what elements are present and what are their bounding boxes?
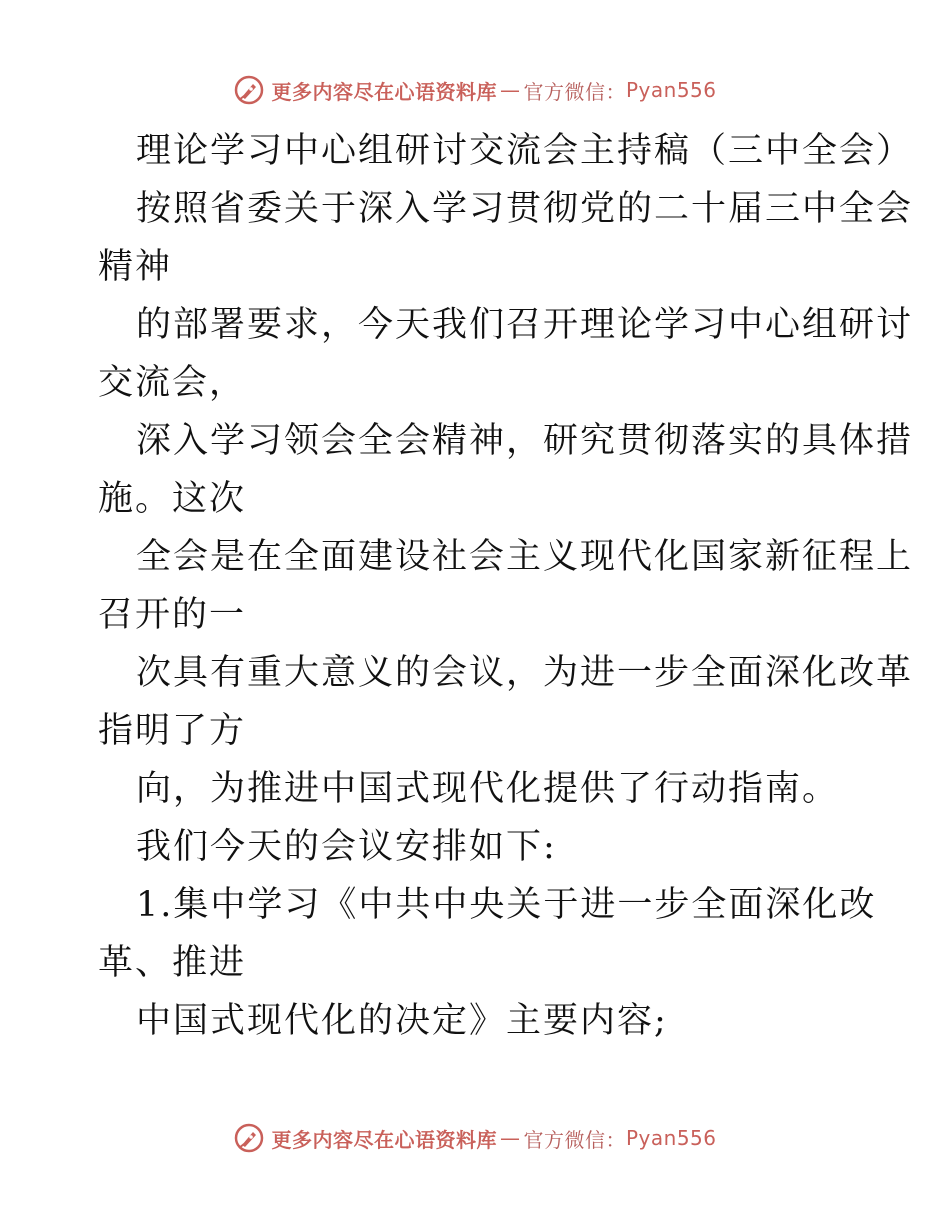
document-line: 我们今天的会议安排如下:: [136, 827, 557, 867]
document-line: 交流会，: [98, 363, 247, 403]
document-line: 召开的一: [98, 595, 247, 635]
header-watermark: [0, 70, 950, 110]
watermark: [233, 74, 716, 106]
document-line: 指明了方: [98, 711, 247, 751]
watermark-separator: —: [499, 1126, 521, 1150]
watermark-label: 官方微信：: [523, 1127, 626, 1152]
watermark-wechat-id: Pyan556: [625, 78, 717, 102]
pen-nib-logo-icon: [233, 1122, 265, 1154]
document-line: 深入学习领会全会精神，研究贯彻落实的具体措: [136, 421, 914, 461]
document-line: 向，为推进中国式现代化提供了行动指南。: [136, 769, 840, 809]
watermark-brand: 更多内容尽在心语资料库: [271, 1127, 497, 1152]
watermark-wechat-id: Pyan556: [625, 1126, 717, 1150]
watermark-brand: 更多内容尽在心语资料库: [271, 79, 497, 104]
footer-watermark: [0, 1118, 950, 1158]
document-line: 精神: [98, 247, 173, 287]
document-line: 1.集中学习《中共中央关于进一步全面深化改: [136, 885, 877, 925]
document-line: 中国式现代化的决定》主要内容;: [136, 1001, 668, 1041]
watermark-separator: —: [499, 78, 521, 102]
document-body: [98, 122, 914, 1050]
document-line: 革、推进: [98, 943, 247, 983]
document-line: 按照省委关于深入学习贯彻党的二十届三中全会: [136, 189, 914, 229]
document-title: 理论学习中心组研讨交流会主持稿（三中全会）: [136, 131, 914, 171]
watermark-label: 官方微信：: [523, 79, 626, 104]
document-line: 次具有重大意义的会议，为进一步全面深化改革: [136, 653, 914, 693]
document-line: 全会是在全面建设社会主义现代化国家新征程上: [136, 537, 914, 577]
document-line: 的部署要求，今天我们召开理论学习中心组研讨: [136, 305, 914, 345]
pen-nib-logo-icon: [233, 74, 265, 106]
watermark: [233, 1122, 716, 1154]
document-line: 施。这次: [98, 479, 247, 519]
